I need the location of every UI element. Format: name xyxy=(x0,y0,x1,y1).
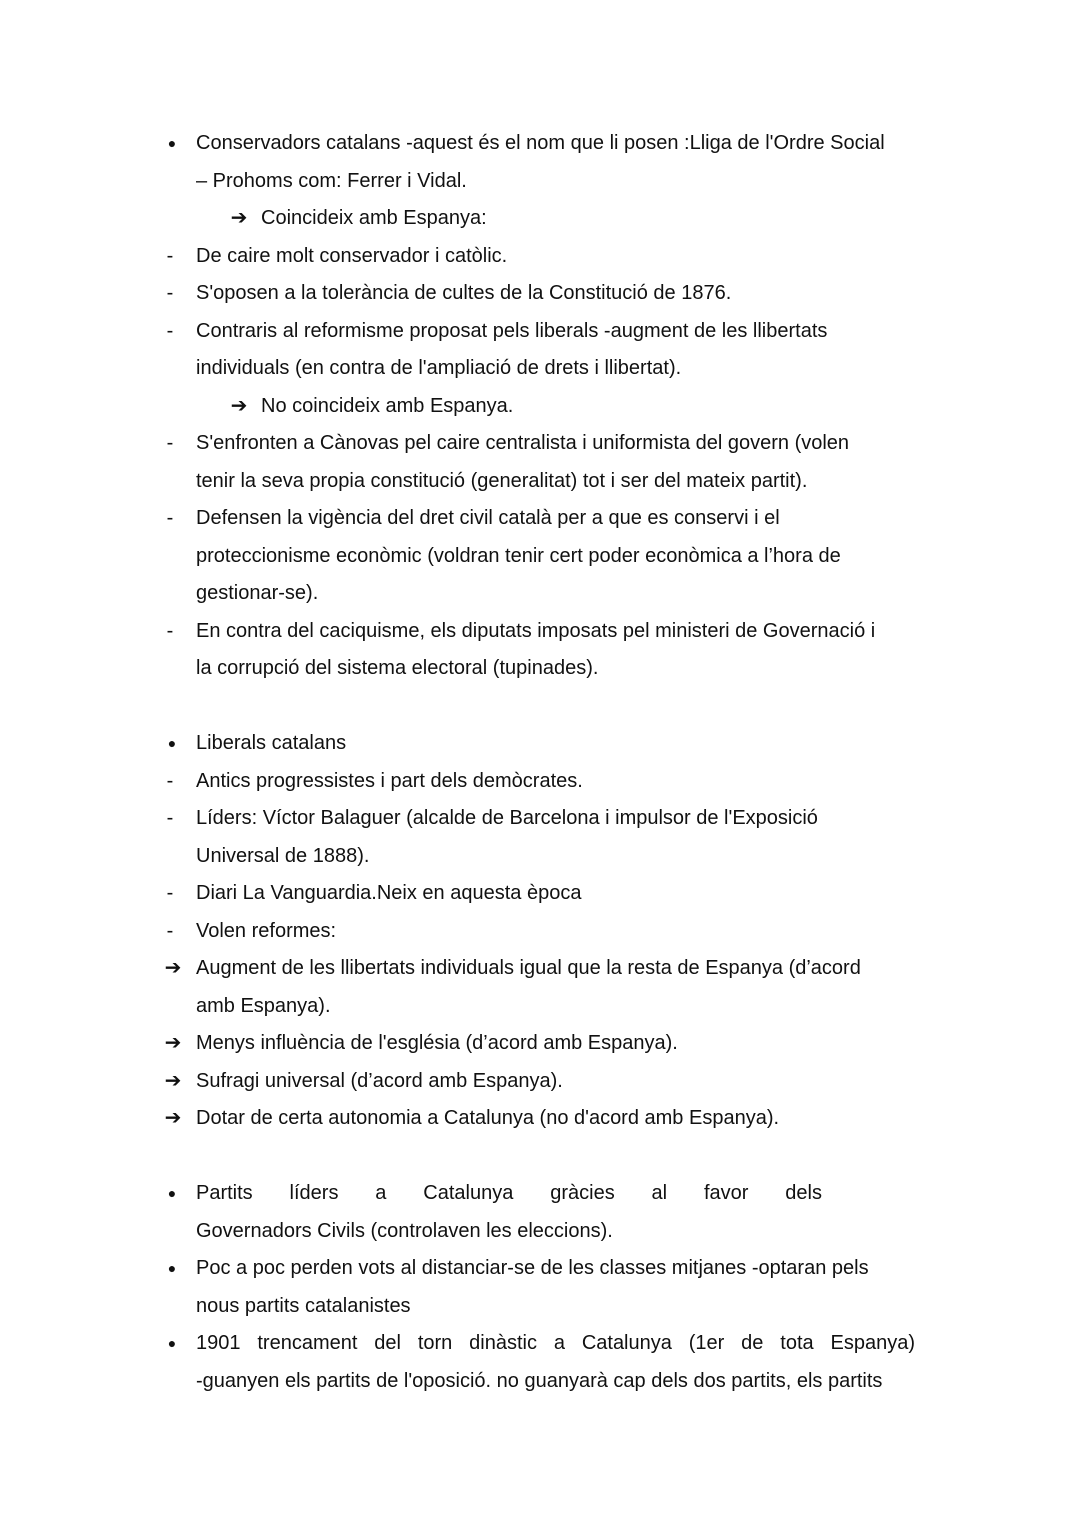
dash-marker: - xyxy=(166,807,174,829)
bullet-icon: ● xyxy=(167,735,177,751)
line-text: Menys influència de l'església (d’acord amb Espanya). xyxy=(196,1032,678,1054)
line-text: S'oposen a la tolerància de cultes de la Constitució de 1876. xyxy=(196,282,732,304)
line-text: la corrupció del sistema electoral (tupinades). xyxy=(196,657,599,679)
line-text: Liberals catalans xyxy=(196,732,347,754)
dash-marker: - xyxy=(166,882,174,904)
line-text: Diari La Vanguardia.Neix en aquesta època xyxy=(196,882,582,904)
line-text: Sufragi universal (d’acord amb Espanya). xyxy=(196,1069,563,1092)
line-text: Contraris al reformisme proposat pels liberals -augment de les llibertats xyxy=(196,319,828,342)
bullet-icon: ● xyxy=(167,1335,177,1351)
line-text: tenir la seva propia constitució (generalitat) tot i ser del mateix partit). xyxy=(196,469,808,492)
line-text: gestionar-se). xyxy=(196,582,319,604)
dash-marker: - xyxy=(166,244,174,267)
line-text: No coincideix amb Espanya. xyxy=(261,394,514,417)
line-text: Dotar de certa autonomia a Catalunya (no d'acord amb Espanya). xyxy=(196,1107,780,1129)
line-text: 1901 trencament del torn dinàstic a Catalunya (1er de tota Espanya) xyxy=(196,1332,915,1354)
line-text: Antics progressistes i part dels demòcrates. xyxy=(196,769,583,792)
line-text: En contra del caciquisme, els diputats imposats pel ministeri de Governació i xyxy=(196,619,876,642)
dash-marker: - xyxy=(166,432,174,454)
line-text: De caire molt conservador i catòlic. xyxy=(196,244,508,267)
arrow-icon: ➔ xyxy=(230,394,248,417)
line-text: Coincideix amb Espanya: xyxy=(261,207,487,229)
line-text: individuals (en contra de l'ampliació de drets i llibertat). xyxy=(196,357,682,379)
line-text: amb Espanya). xyxy=(196,994,331,1017)
line-text: Universal de 1888). xyxy=(196,844,370,867)
dash-marker: - xyxy=(166,507,174,529)
bullet-icon: ● xyxy=(167,1185,177,1201)
arrow-icon: ➔ xyxy=(164,1107,182,1129)
dash-marker: - xyxy=(166,282,174,304)
line-text: Poc a poc perden vots al distanciar-se de les classes mitjanes -optaran pels xyxy=(196,1257,869,1279)
dash-marker: - xyxy=(166,769,174,792)
arrow-icon: ➔ xyxy=(164,957,182,979)
line-text: Conservadors catalans -aquest és el nom que li posen :Lliga de l'Ordre Social xyxy=(196,132,885,154)
dash-marker: - xyxy=(166,919,174,942)
line-text: proteccionisme econòmic (voldran tenir cert poder econòmica a l’hora de xyxy=(196,544,841,567)
line-text: nous partits catalanistes xyxy=(196,1294,411,1317)
arrow-icon: ➔ xyxy=(230,207,248,229)
line-text: -guanyen els partits de l'oposició. no guanyarà cap dels dos partits, els partits xyxy=(196,1369,883,1392)
arrow-icon: ➔ xyxy=(164,1069,182,1092)
dash-marker: - xyxy=(166,619,174,642)
arrow-icon: ➔ xyxy=(164,1032,182,1054)
line-text: Augment de les llibertats individuals igual que la resta de Espanya (d’acord xyxy=(196,957,861,979)
line-text: – Prohoms com: Ferrer i Vidal. xyxy=(196,169,467,192)
line-text: S'enfronten a Cànovas pel caire centralista i uniformista del govern (volen xyxy=(196,432,850,454)
bullet-icon: ● xyxy=(167,1260,177,1276)
line-text: Defensen la vigència del dret civil català per a que es conservi i el xyxy=(196,507,780,529)
line-text: Volen reformes: xyxy=(196,919,337,942)
line-text: Partits líders a Catalunya gràcies al favor dels xyxy=(196,1182,822,1204)
line-text: Líders: Víctor Balaguer (alcalde de Barcelona i impulsor de l'Exposició xyxy=(196,807,818,829)
dash-marker: - xyxy=(166,319,174,342)
bullet-icon: ● xyxy=(167,135,177,151)
line-text: Governadors Civils (controlaven les eleccions). xyxy=(196,1219,613,1242)
